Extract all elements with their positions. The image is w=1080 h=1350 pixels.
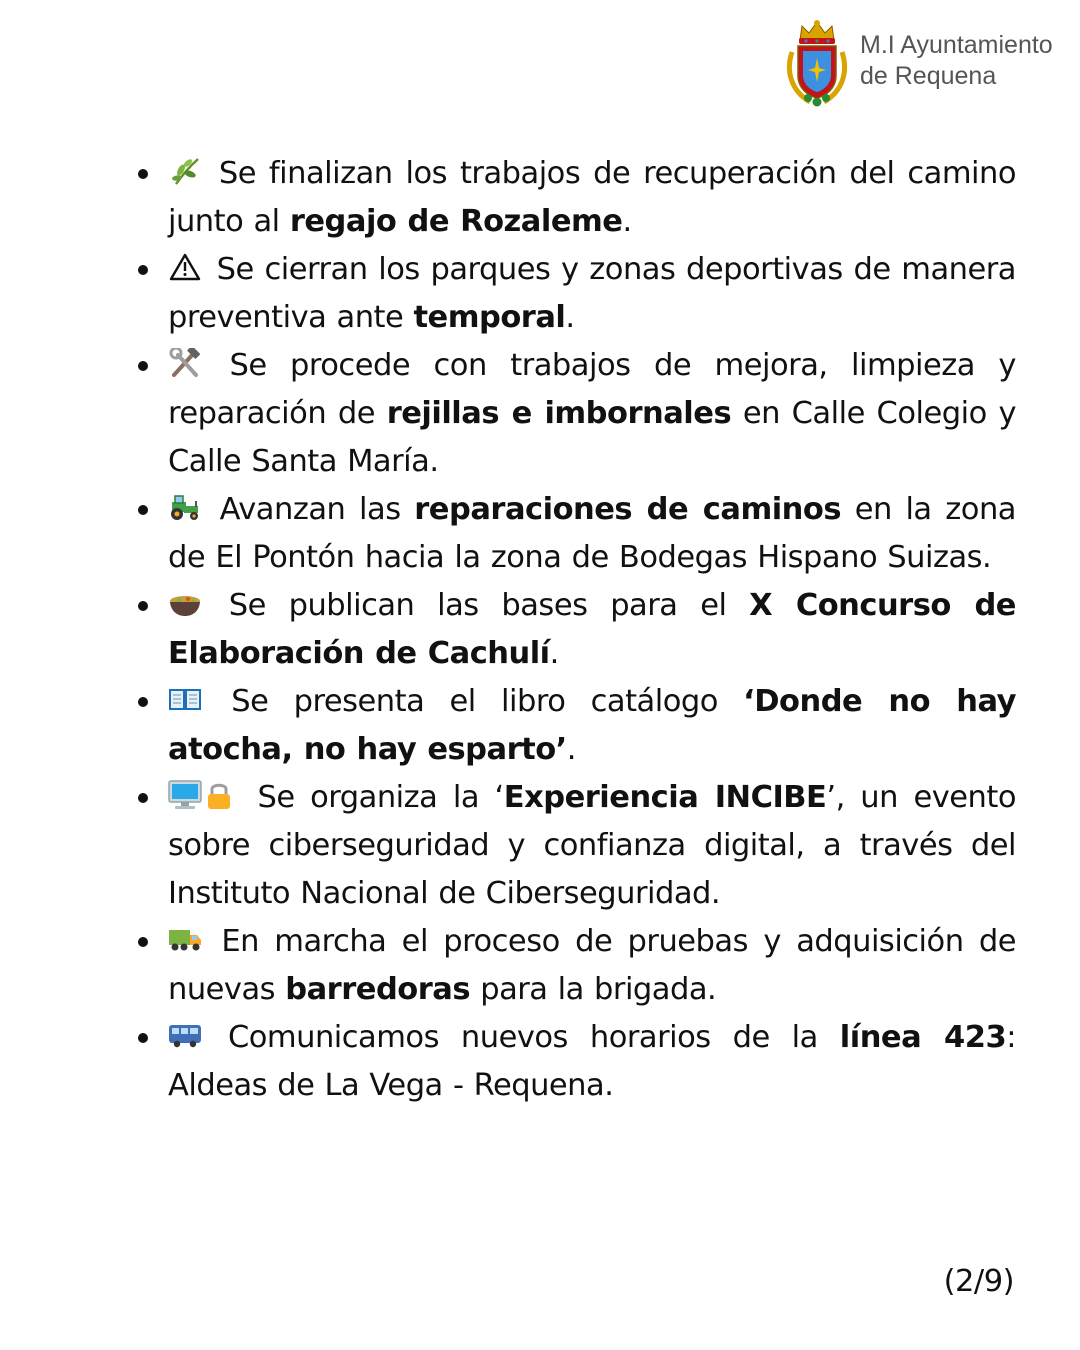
item-highlight: ‘Donde no hay atocha, no hay esparto’ [168, 684, 1016, 767]
item-text: Se finalizan los trabajos de recuperación del camino junto al [168, 156, 1016, 239]
bullet-icon [138, 601, 148, 611]
item-text: Avanzan las [206, 492, 415, 527]
bullet-icon [138, 937, 148, 947]
list-item [136, 678, 1016, 774]
organization-name-line1: M.I Ayuntamiento [860, 31, 1053, 59]
item-text: Se procede con trabajos de mejora, limpieza y reparación de [168, 348, 1016, 431]
item-text: En marcha el proceso de pruebas y adquisición de nuevas [168, 924, 1016, 1007]
list-item [136, 918, 1016, 1014]
list-item [136, 486, 1016, 582]
truck-icon [168, 924, 202, 954]
item-text: Se cierran los parques y zonas deportivas de manera preventiva ante [168, 252, 1016, 335]
page-indicator: (2/9) [943, 1264, 1014, 1299]
item-text: Comunicamos nuevos horarios de la [206, 1020, 840, 1055]
item-text-end: para la brigada. [470, 972, 717, 1007]
hammer-and-wrench-icon [168, 348, 202, 378]
list-item [136, 582, 1016, 678]
open-book-icon [168, 684, 202, 714]
item-highlight: temporal [413, 300, 566, 335]
organization-name-line2: de Requena [860, 62, 997, 90]
list-item [136, 246, 1016, 342]
herb-icon [168, 156, 202, 186]
bullet-icon [138, 169, 148, 179]
list-item [136, 774, 1016, 918]
bullet-icon [138, 697, 148, 707]
item-highlight: línea 423 [839, 1020, 1007, 1055]
computer-and-lock-icon [168, 780, 238, 810]
bullet-icon [138, 1033, 148, 1043]
bullet-icon [138, 361, 148, 371]
warning-icon [168, 252, 202, 282]
item-text-end: . [565, 300, 575, 335]
stew-bowl-icon [168, 588, 202, 618]
item-text-end: . [566, 732, 576, 767]
item-highlight: reparaciones de caminos [414, 492, 842, 527]
item-highlight: barredoras [285, 972, 471, 1007]
bullet-icon [138, 793, 148, 803]
news-list [136, 150, 1016, 1110]
list-item [136, 150, 1016, 246]
item-text-end: ’, un evento sobre ciberseguridad y confianza digital, a través del Instituto Nacional de Ciberseguridad. [168, 780, 1016, 911]
item-text-end: . [622, 204, 632, 239]
bus-icon [168, 1020, 202, 1050]
list-item [136, 1014, 1016, 1110]
tractor-icon [168, 492, 202, 522]
item-text: Se publican las bases para el [206, 588, 750, 623]
bullet-icon [138, 265, 148, 275]
coat-of-arms-icon [786, 18, 848, 108]
item-text-end: . [549, 636, 559, 671]
item-text-end: en la zona de El Pontón hacia la zona de Bodegas Hispano Suizas. [168, 492, 1016, 575]
list-item [136, 342, 1016, 486]
bullet-icon [138, 505, 148, 515]
header-brand [786, 16, 1076, 110]
item-highlight: X Concurso de Elaboración de Cachulí [168, 588, 1016, 671]
item-highlight: Experiencia INCIBE [503, 780, 827, 815]
organization-name [860, 30, 1053, 92]
item-highlight: rejillas e imbornales [386, 396, 732, 431]
item-text-end: en Calle Colegio y Calle Santa María. [168, 396, 1016, 479]
item-text: Se organiza la ‘ [242, 780, 504, 815]
item-highlight: regajo de Rozaleme [289, 204, 623, 239]
item-text: Se presenta el libro catálogo [206, 684, 744, 719]
item-text-end: : Aldeas de La Vega - Requena. [168, 1020, 1016, 1103]
